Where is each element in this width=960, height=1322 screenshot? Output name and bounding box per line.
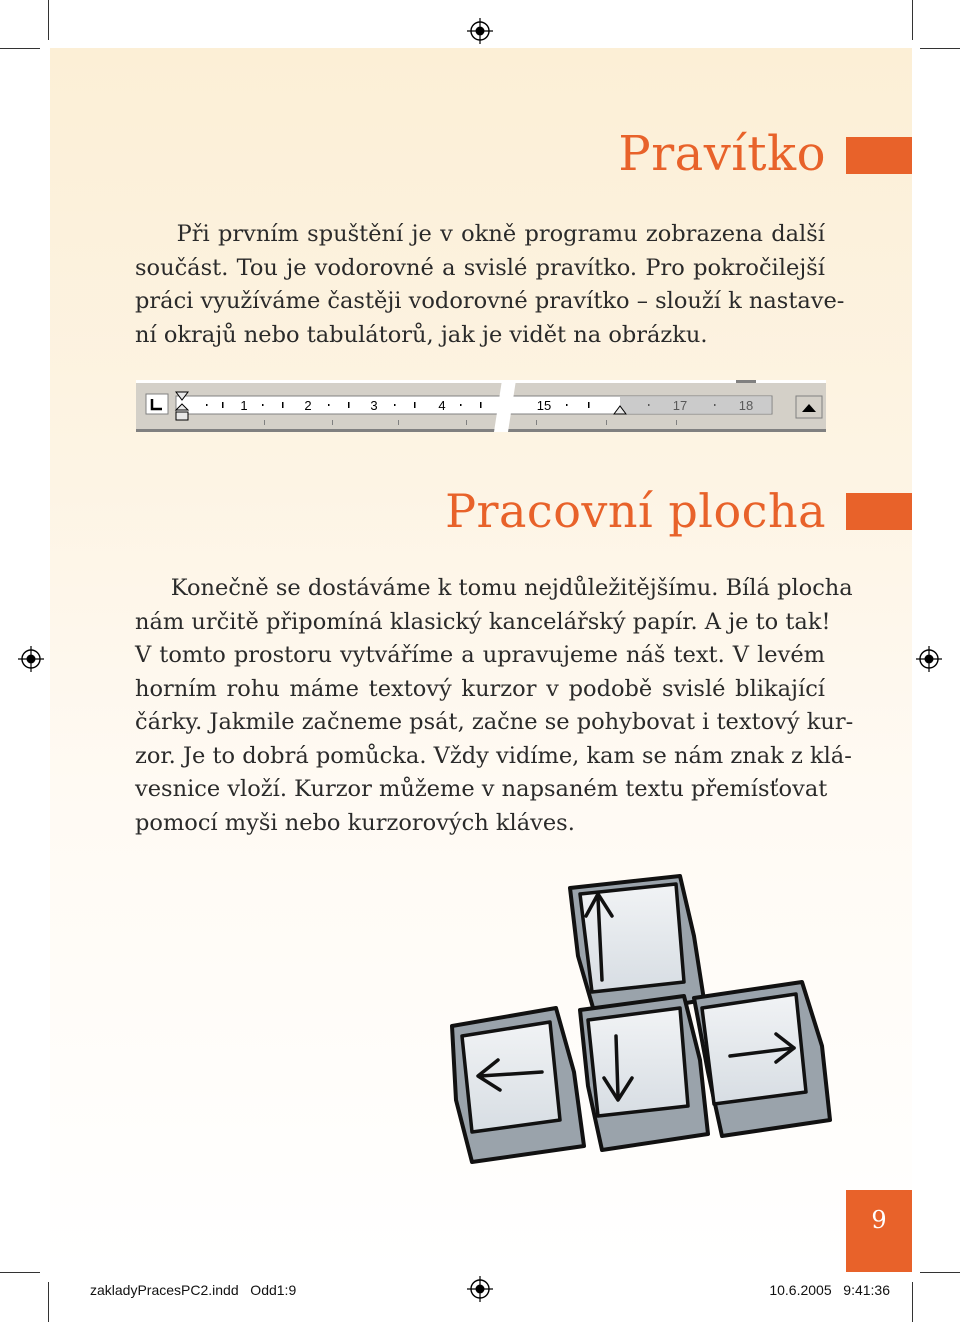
text-line: V tomto prostoru vytváříme a upravujeme náš text. V levém [135, 642, 825, 668]
text-line: vesnice vloží. Kurzor můžeme v napsaném textu přemísťovat [135, 776, 828, 802]
ruler-number: 1 [240, 398, 248, 413]
heading-accent-square [846, 493, 912, 530]
heading-pracovni-plocha: Pracovní plocha [445, 484, 826, 538]
left-arrow-key [452, 1008, 584, 1162]
slug-date: 10.6.2005 9:41:36 [769, 1282, 890, 1298]
text-line: zor. Je to dobrá pomůcka. Vždy vidíme, kam se nám znak z klá- [135, 742, 852, 769]
registration-mark-icon [916, 646, 942, 672]
text-line: čárky. Jakmile začneme psát, začne se pohybovat i textový kur- [135, 709, 854, 735]
paragraph-workspace [135, 572, 854, 840]
text-line: Při prvním spuštění je v okně programu zobrazena další [135, 221, 825, 247]
paragraph-ruler-intro [135, 218, 845, 352]
page-number: 9 [871, 1206, 887, 1234]
registration-mark-icon [467, 18, 493, 44]
text-line: pomocí myši nebo kurzorových kláves. [135, 809, 575, 836]
text-line: nám určitě připomíná klasický kancelářský papír. A je to tak! [135, 608, 831, 635]
text-line: ní okrajů nebo tabulátorů, jak je vidět na obrázku. [135, 321, 708, 348]
text-line: Konečně se dostáváme k tomu nejdůležitějšímu. Bílá plocha [135, 575, 853, 601]
ruler-number: 3 [370, 398, 378, 413]
ruler-image [136, 380, 826, 432]
print-slug [80, 1272, 900, 1308]
ruler-number: 4 [438, 398, 446, 413]
text-line: práci využíváme častěji vodorovné pravítko – slouží k nastave- [135, 288, 845, 314]
text-line: součást. Tou je vodorovné a svislé pravítko. Pro pokročilejší [135, 254, 825, 281]
heading-accent-square [846, 137, 912, 174]
slug-filename: zakladyPracesPC2.indd Odd1:9 [90, 1282, 297, 1298]
ruler-number: 15 [536, 398, 552, 413]
heading-pravitko: Pravítko [618, 126, 826, 182]
registration-mark-icon [18, 646, 44, 672]
page-number-box [846, 1190, 912, 1272]
arrow-keys-illustration [432, 850, 842, 1180]
ruler-number: 2 [304, 398, 312, 413]
text-line: horním rohu máme textový kurzor v podobě svislé blikající [135, 675, 825, 702]
down-arrow-key [580, 996, 708, 1150]
right-arrow-key [694, 982, 830, 1136]
